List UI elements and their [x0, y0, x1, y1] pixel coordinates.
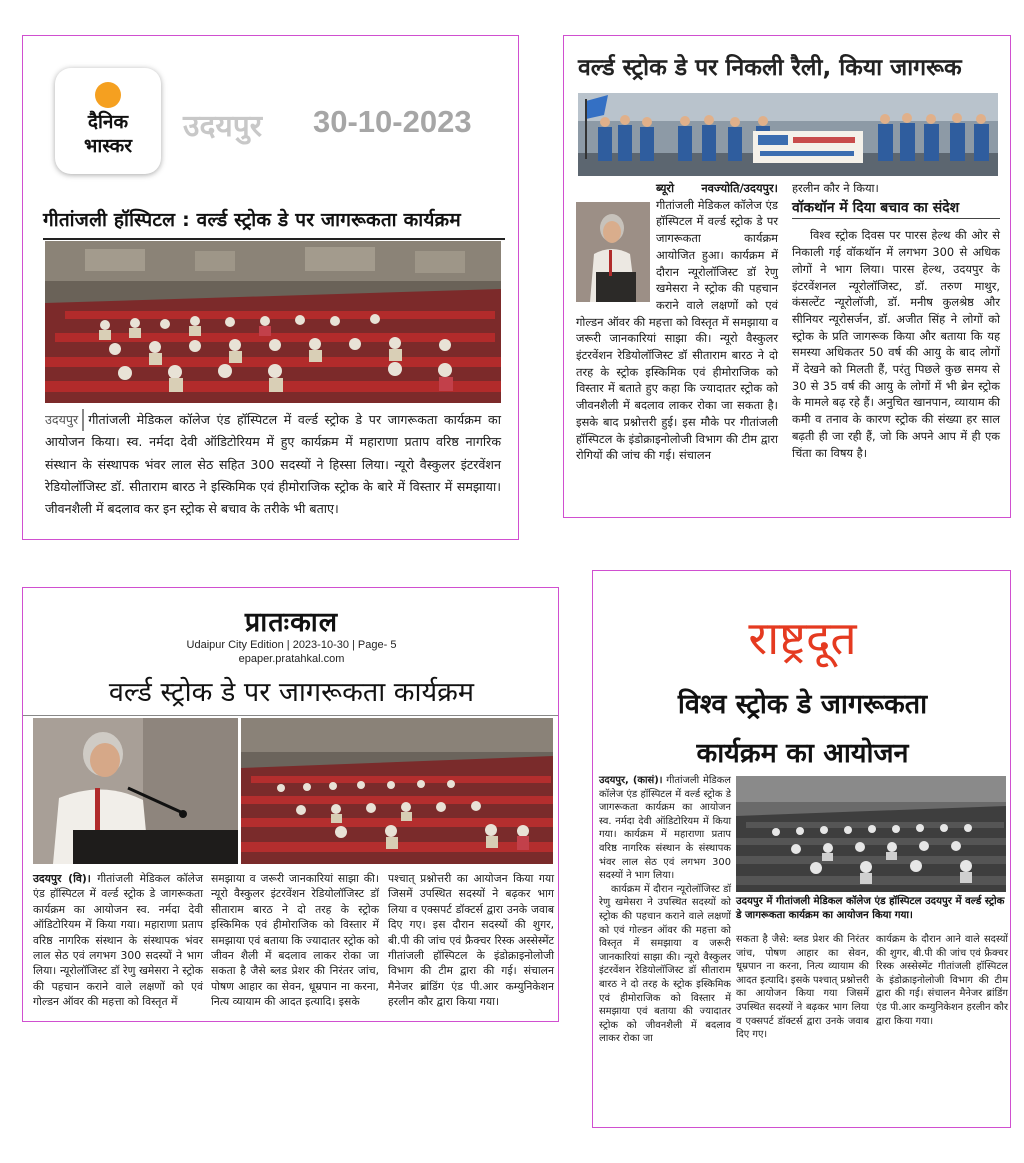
article-headline: वर्ल्ड स्ट्रोक डे पर जागरूकता कार्यक्रम	[23, 672, 559, 716]
article-column-1	[33, 871, 203, 1010]
logo-line-2: भास्कर	[83, 135, 133, 157]
auditorium-photo	[45, 241, 501, 403]
pratahkal-clipping	[22, 587, 559, 1022]
article-body-text: गीतांजली मेडिकल कॉलेज एंड हॉस्पिटल में वर्ल्ड स्ट्रोक डे पर जागरूकता कार्यक्रम का आयोजन किया। स्व. नर्मदा देवी ऑडिटोरियम में हुए कार्यक्रम में महाराणा प्रताप वरिष्ठ नागरिक संस्थान के संस्थापक भंवर लाल सेठ सहित 300 सदस्यों ने हिस्सा लिया। न्यूरो वैस्कुलर इंटरवेंशन रेडियोलॉजिस्ट डॉ. सीताराम बारठ ने इस्किमिक एवं हीमोराजिक स्ट्रोक के बारे में विस्तार में समझाया। जीवनशैली में बदलाव कर इन स्ट्रोक से बचाव के तरीके भी बताए।	[45, 412, 501, 517]
article-subheading: वॉकथॉन में दिया बचाव का संदेश	[792, 200, 1000, 220]
article-column-1-text: गीतांजली मेडिकल कॉलेज एंड हॉस्पिटल में वर्ल्ड स्ट्रोक डे पर जागरूकता कार्यक्रम आयोजित हुआ। कार्यक्रम में दौरान न्यूरोलॉजिस्ट डॉ रेणु खमेसरा ने स्ट्रोक की पहचान कराने वाले लक्षणों को एवं गोल्डन ऑवर की महत्ता को विस्तृत में समझाया व जरूरी जानकारियां साझा की। न्यूरो वैस्कुलर इंटरवेंशन रेडियोलॉजिस्ट डॉ सीताराम बारठ ने दो तरह के स्ट्रोक इस्किमिक एवं हीमोराजिक को विस्तार में बताते हुए कहा कि ज्यादातर स्ट्रोक को जीवनशैली में बदलाव लाकर रोका जा सकता है। इसके बाद प्रश्नोत्तरी हुई। इस मौके पर गीतांजली हॉस्पिटल के इंडोक्राइनोलोजी विभाग की टीम द्वारा रोगियों की जांच की गई। संचालन	[576, 197, 778, 463]
auditorium-audience-photo	[241, 718, 553, 864]
photo-caption: उदयपुर में गीतांजली मेडिकल कॉलेज एंड हॉस्पिटल उदयपुर में वर्ल्ड स्ट्रोक डे जागरूकता कार्यक्रम का आयोजन किया गया।	[736, 896, 1005, 921]
speaker-at-podium-photo	[33, 718, 238, 864]
article-headline: वर्ल्ड स्ट्रोक डे पर निकली रैली, किया जागरूक	[578, 55, 962, 81]
dainik-bhaskar-logo	[55, 68, 161, 174]
dateline: उदयपुर (वि)।	[33, 872, 91, 885]
speaker-photo	[576, 202, 650, 302]
clip-city: उदयपुर	[183, 109, 263, 144]
dateline: उदयपुर, (कासं)।	[599, 775, 663, 786]
article-column-2	[792, 180, 1000, 461]
epaper-url: epaper.pratahkal.com	[238, 653, 345, 665]
article-column-1-para-1: गीतांजली मेडिकल कॉलेज एंड हॉस्पिटल में वर्ल्ड स्ट्रोक डे जागरूकता कार्यक्रम का आयोजन स्व. नर्मदा देवी ऑडिटोरियम में किया गया। कार्यक्रम में महाराणा प्रताप वरिष्ठ नागरिक संस्थान के संस्थापक भंवर लाल सेठ एवं लगभग 300 सदस्यों ने भाग लिया।	[599, 775, 731, 882]
article-headline-line-2: कार्यक्रम का आयोजन	[696, 738, 909, 769]
article-headline: गीतांजली हॉस्पिटल : वर्ल्ड स्ट्रोक डे पर जागरूकता कार्यक्रम	[43, 206, 505, 240]
article-column-3: कार्यक्रम के दौरान आने वाले सदस्यों की शुगर, बी.पी की जांच एवं फ्रैक्चर रिस्क अस्सेस्मेंट गीतांजली हॉस्पिटल के इंडोक्राइनोलोजी विभाग की टीम द्वारा की गई। संचालन मैनेजर ब्रांडिंग एंड पी.आर कम्युनिकेशन हरलीन कौर द्वारा किया गया।	[876, 934, 1008, 1027]
rashtradoot-clipping	[592, 570, 1011, 1128]
article-column-1-para-2: कार्यक्रम में दौरान न्यूरोलॉजिस्ट डॉ रेणु खमेसरा ने उपस्थित सदस्यों को स्ट्रोक की पहचान कराने वाले लक्षणों को एवं गोल्डन ऑवर की महत्ता को विस्तृत में समझाया व जरूरी जानकारियां साझा की। न्यूरो वैस्कुलर इंटरवेंशन रेडियोलॉजिस्ट डॉ सीताराम बारठ ने दो तरह के स्ट्रोक इस्किमिक एवं हीमोराजिक को विस्तार में समझाया एवं बताया की ज्यादातर स्ट्रोक को जीवनशैली में बदलाव लाकर रोका जा	[599, 883, 731, 1045]
article-column-1	[576, 180, 778, 464]
article-column-1-text: गीतांजली मेडिकल कॉलेज एंड हॉस्पिटल में वर्ल्ड स्ट्रोक डे जागरूकता कार्यक्रम का आयोजन स्व. नर्मदा देवी ऑडिटोरियम में किया गया। महाराणा प्रताप वरिष्ठ नागरिक संस्थान के संस्थापक भंवर लाल सेठ एवं लगभग 300 सदस्यों ने भाग लिया। न्यूरोलॉजिस्ट डॉ रेणु खमेसरा ने स्ट्रोक की पहचान कराने वाले लक्षणों को एवं गोल्डन ऑवर की महत्ता को विस्तृत में	[33, 872, 203, 1009]
pratahkal-masthead: प्रातःकाल	[244, 607, 339, 638]
dainik-bhaskar-clipping	[22, 35, 519, 540]
sun-icon	[95, 82, 121, 108]
article-column-3: पश्चात् प्रश्नोत्तरी का आयोजन किया गया जिसमें उपस्थित सदस्यों ने बढ़कर भाग लिया व एक्सपर्ट डॉक्टर्स द्वारा उनके जवाब दिए गए। इस दौरान सदस्यों की शुगर, बी.पी की जांच एवं फ्रैक्चर रिस्क अस्सेस्मेंट गीतांजली हॉस्पिटल के इंडोक्राइनोलोजी विभाग की टीम द्वारा की गई। संचालन मैनेजर ब्रांडिंग एंड पी.आर कम्युनिकेशन हरलीन कौर द्वारा किया गया।	[388, 872, 554, 1009]
edition-info: Udaipur City Edition | 2023-10-30 | Page- 5	[186, 639, 397, 651]
logo-line-1: दैनिक	[87, 111, 129, 133]
auditorium-audience-photo	[736, 776, 1006, 892]
article-body	[45, 409, 501, 520]
article-column-2-text: विश्व स्ट्रोक दिवस पर पारस हेल्थ की ओर से निकाली गई वॉकथॉन में लगभग 300 से अधिक लोगों ने भाग लिया। पारस हेल्थ, उदयपुर के इंटरवेंशनल न्यूरोलॉजिस्ट, डॉ. तरुण माथुर, कंसल्टेंट न्यूरोलॉजी, डॉ. मनीष कुलश्रेष्ठ और सीनियर न्यूरोसर्जन, डॉ. अजीत सिंह ने लोगों को स्ट्रोक के प्रति जागरूक किया और बताया कि यह समस्या अधिकतर 50 वर्ष की आयु के बाद लोगों में देखने को मिलती हैं, परंतु पिछले कुछ समय से 30 से 35 वर्ष की आयु के लोगों में भी ब्रेन स्ट्रोक के मामले बढ़ रहे हैं। अनुचित खानपान, व्यायाम की कमी व तनाव के कारण स्ट्रोक की संख्या हर साल बढ़ती ही जा रही हैं, जो कि अपने आप में ही एक चिंता का विषय है।	[792, 228, 1000, 460]
article-headline-line-1: विश्व स्ट्रोक डे जागरूकता	[677, 689, 928, 720]
article-column-2-lead: हरलीन कौर ने किया।	[792, 181, 879, 195]
article-column-2: सकता है जैसे: ब्लड प्रेशर की निरंतर जांच, पोषण आहार का सेवन, धूम्रपान ना करना, नित्य व्यायाम की आदत इत्यादि। इसके पश्चात् प्रश्नोत्तरी का आयोजन किया गया जिसमें उपस्थित सदस्यों ने बढ़कर भाग लिया व एक्सपर्ट डॉक्टर्स द्वारा उनके जवाब दिए गए।	[736, 934, 870, 1041]
clip-date: 30-10-2023	[313, 104, 472, 139]
article-column-2: समझाया व जरूरी जानकारियां साझा की। न्यूरो वैस्कुलर इंटरवेंशन रेडियोलॉजिस्ट डॉ सीताराम बारठ ने दो तरह के स्ट्रोक इस्किमिक एवं हीमोराजिक को विस्तार में समझाया एवं बताया कि ज्यादातर स्ट्रोक को जीवन शैली में बदलाव लाकर रोका जा सकता है जैसे ब्लड प्रेशर की निरंतर जांच, पोषण आहार का सेवन, धूम्रपान ना करना, नित्य व्यायाम की आदत इत्यादि। इसके	[211, 872, 379, 1009]
article-column-1	[599, 774, 731, 1046]
byline: ब्यूरो नवज्योति/उदयपुर।	[656, 181, 778, 195]
navjyoti-clipping	[563, 35, 1011, 518]
dateline: उदयपुर	[45, 409, 84, 431]
rally-photo	[578, 93, 998, 176]
rashtradoot-masthead: राष्ट्रदूत	[748, 611, 857, 665]
